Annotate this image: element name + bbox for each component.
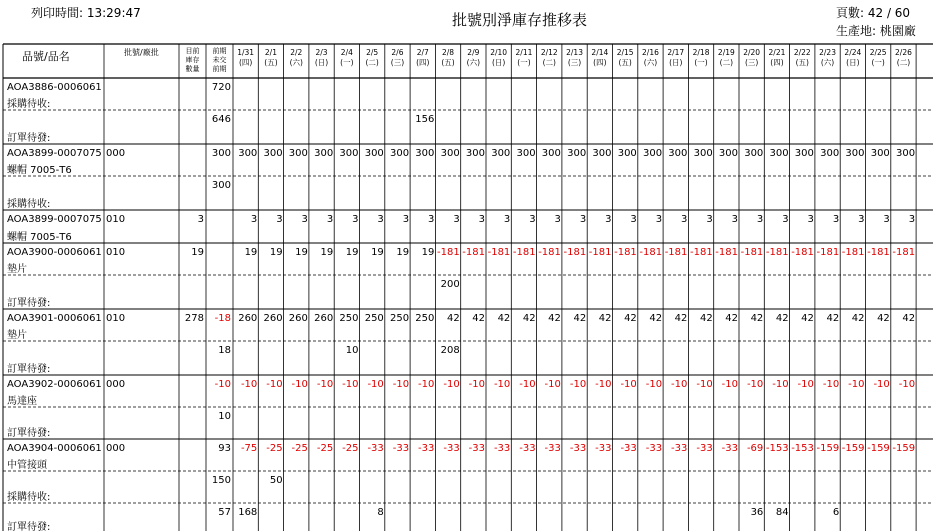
cell-value: 300	[668, 148, 688, 159]
row-label: 訂單待發:	[7, 298, 51, 309]
cell-value: 260	[314, 313, 334, 324]
prev-qty: 18	[218, 345, 231, 356]
weekday-header: (二)	[719, 58, 734, 67]
cell-value: -10	[797, 379, 814, 390]
date-header: 2/6	[391, 48, 404, 57]
date-header: 2/5	[366, 48, 379, 57]
date-header: 2/23	[819, 48, 836, 57]
cell-value: -159	[867, 443, 890, 454]
cell-value: 8	[377, 507, 384, 518]
cell-value: 50	[269, 475, 283, 486]
cell-value: -33	[645, 443, 663, 454]
cell-value: -10	[645, 379, 663, 390]
weekday-header: (四)	[416, 58, 430, 67]
cell-value: -181	[740, 247, 764, 258]
cell-value: 19	[421, 247, 435, 258]
cell-value: -10	[342, 379, 359, 390]
cell-value: 3	[529, 214, 536, 225]
cell-value: -33	[392, 443, 410, 454]
item-code: AOA3899-0007075	[7, 214, 102, 225]
cell-value: 42	[801, 313, 814, 324]
cell-value: -10	[746, 379, 764, 390]
cell-value: 42	[877, 313, 890, 324]
cell-value: 19	[269, 247, 283, 258]
date-header: 2/16	[642, 48, 659, 57]
item-name: 墊片	[7, 330, 27, 341]
cell-value: 300	[896, 148, 916, 159]
cell-value: -10	[569, 379, 587, 390]
cell-value: -10	[266, 379, 283, 390]
cell-value: 19	[295, 247, 308, 258]
row-label: 訂單待發:	[7, 522, 51, 531]
cell-value: 260	[238, 313, 258, 324]
cell-value: 42	[649, 313, 663, 324]
cell-value: 3	[655, 214, 663, 225]
weekday-header: (一)	[694, 58, 708, 67]
weekday-header: (一)	[340, 58, 354, 67]
cell-value: -10	[721, 379, 738, 390]
cell-value: -10	[848, 379, 865, 390]
cell-value: 300	[238, 148, 258, 159]
item-code: AOA3886-0006061	[7, 82, 102, 93]
weekday-header: (四)	[593, 58, 607, 67]
weekday-header: (四)	[770, 58, 784, 67]
cell-value: -181	[436, 247, 460, 258]
date-header: 2/9	[467, 48, 480, 57]
row-label: 訂單待發:	[7, 428, 51, 439]
date-header: 2/13	[566, 48, 583, 57]
weekday-header: (六)	[643, 58, 658, 67]
cell-value: -181	[614, 247, 637, 258]
cell-value: 3	[832, 214, 840, 225]
weekday-header: (一)	[871, 58, 885, 67]
date-header: 2/7	[416, 48, 429, 57]
cell-value: 300	[567, 148, 587, 159]
cell-value: -10	[240, 379, 258, 390]
cell-value: 42	[548, 313, 561, 324]
cell-value: 250	[364, 313, 384, 324]
cell-value: 3	[503, 214, 511, 225]
cell-value: -10	[367, 379, 384, 390]
cell-value: 3	[352, 214, 359, 225]
item-name: 墊片	[7, 264, 27, 275]
cell-value: 300	[617, 148, 637, 159]
cell-value: -181	[538, 247, 561, 258]
cell-value: 300	[339, 148, 359, 159]
cell-value: 3	[250, 214, 258, 225]
prev-qty: 300	[211, 148, 231, 159]
cell-value: 300	[845, 148, 865, 159]
column-header-lot: 批號/廠批	[124, 48, 159, 57]
cell-value: -10	[595, 379, 612, 390]
cell-value: -10	[316, 379, 334, 390]
lot-number: 000	[106, 443, 126, 454]
cell-value: -10	[291, 379, 308, 390]
cell-value: 42	[851, 313, 865, 324]
cell-value: 19	[320, 247, 334, 258]
cell-value: -33	[671, 443, 688, 454]
cell-value: -181	[487, 247, 511, 258]
cell-value: 84	[775, 507, 789, 518]
cell-value: 300	[288, 148, 308, 159]
weekday-header: (三)	[390, 58, 405, 67]
weekday-header: (三)	[567, 58, 582, 67]
cell-value: -33	[696, 443, 713, 454]
cell-value: -33	[620, 443, 637, 454]
cell-value: 42	[497, 313, 511, 324]
cell-value: 3	[605, 214, 612, 225]
cell-value: 250	[390, 313, 410, 324]
cell-value: -10	[468, 379, 485, 390]
column-header-prev: 前期	[212, 65, 227, 73]
cell-value: -181	[512, 247, 536, 258]
print-time: 列印時間: 13:29:47	[31, 6, 141, 20]
lot-number: 010	[106, 313, 126, 324]
weekday-header: (日)	[846, 58, 860, 67]
factory-label: 生產地: 桃園廠	[836, 24, 916, 38]
cell-value: -33	[721, 443, 738, 454]
cell-value: 3	[453, 214, 460, 225]
cell-value: -153	[765, 443, 789, 454]
weekday-header: (日)	[491, 58, 506, 67]
cell-value: -33	[519, 443, 536, 454]
cell-value: -159	[892, 443, 916, 454]
prev-qty: 720	[211, 82, 231, 93]
stock-qty: 19	[191, 247, 204, 258]
cell-value: 300	[820, 148, 840, 159]
date-header: 2/3	[315, 48, 328, 57]
row-label: 訂單待發:	[7, 364, 51, 375]
prev-qty: 10	[218, 411, 231, 422]
cell-value: -33	[367, 443, 384, 454]
cell-value: 3	[377, 214, 384, 225]
prev-qty: 93	[218, 443, 231, 454]
report-title: 批號別淨庫存推移表	[452, 11, 588, 29]
cell-value: -153	[791, 443, 814, 454]
item-name: 馬達座	[7, 396, 37, 407]
column-header-prev: 前期	[212, 47, 227, 55]
cell-value: -10	[671, 379, 688, 390]
date-header: 2/21	[768, 48, 786, 57]
weekday-header: (六)	[466, 58, 481, 67]
cell-value: -181	[816, 247, 840, 258]
weekday-header: (一)	[517, 58, 531, 67]
cell-value: 42	[674, 313, 688, 324]
item-code: AOA3902-0006061	[7, 379, 102, 390]
cell-value: 42	[750, 313, 764, 324]
cell-value: 3	[756, 214, 764, 225]
cell-value: 260	[263, 313, 283, 324]
cell-value: -75	[240, 443, 258, 454]
cell-value: 3	[883, 214, 890, 225]
date-header: 2/24	[844, 48, 862, 57]
cell-value: 3	[428, 214, 435, 225]
weekday-header: (日)	[669, 58, 683, 67]
cell-value: 3	[402, 214, 410, 225]
cell-value: -181	[563, 247, 587, 258]
cell-value: 42	[472, 313, 485, 324]
weekday-header: (四)	[238, 58, 253, 67]
weekday-header: (五)	[264, 58, 278, 67]
cell-value: -159	[816, 443, 840, 454]
prev-qty: 57	[218, 507, 231, 518]
date-header: 2/12	[540, 48, 558, 57]
weekday-header: (五)	[441, 58, 455, 67]
cell-value: -33	[544, 443, 561, 454]
cell-value: -69	[746, 443, 764, 454]
cell-value: -181	[689, 247, 713, 258]
weekday-header: (六)	[820, 58, 835, 67]
cell-value: 168	[238, 507, 258, 518]
cell-value: -10	[443, 379, 460, 390]
cell-value: -33	[595, 443, 612, 454]
cell-value: -25	[316, 443, 334, 454]
cell-value: 208	[440, 345, 460, 356]
cell-value: 156	[415, 114, 435, 125]
lot-number: 010	[106, 247, 126, 258]
date-header: 2/2	[290, 48, 303, 57]
date-header: 2/4	[340, 48, 353, 57]
cell-value: 3	[579, 214, 587, 225]
row-label: 訂單待發:	[7, 133, 51, 144]
cell-value: 42	[598, 313, 612, 324]
cell-value: 300	[491, 148, 511, 159]
cell-value: 300	[794, 148, 814, 159]
cell-value: 3	[782, 214, 789, 225]
cell-value: -10	[898, 379, 916, 390]
weekday-header: (二)	[542, 58, 556, 67]
cell-value: 300	[643, 148, 663, 159]
weekday-header: (三)	[744, 58, 759, 67]
lot-number: 000	[106, 148, 126, 159]
cell-value: 3	[858, 214, 865, 225]
cell-value: 42	[902, 313, 916, 324]
cell-value: 300	[592, 148, 612, 159]
item-name: 中管接頭	[7, 460, 47, 471]
cell-value: 3	[908, 214, 916, 225]
prev-qty: 150	[211, 475, 231, 486]
cell-value: -10	[392, 379, 410, 390]
weekday-header: (二)	[365, 58, 379, 67]
cell-value: 300	[718, 148, 738, 159]
cell-value: 300	[415, 148, 435, 159]
cell-value: -181	[791, 247, 814, 258]
column-header-stock: 目前	[185, 47, 200, 55]
cell-value: -25	[342, 443, 359, 454]
cell-value: 19	[345, 247, 359, 258]
cell-value: 10	[345, 345, 359, 356]
cell-value: 42	[725, 313, 738, 324]
item-name: 螺帽 7005-T6	[7, 165, 72, 176]
date-header: 2/11	[515, 48, 533, 57]
date-header: 2/14	[591, 48, 609, 57]
prev-qty: 300	[211, 180, 231, 191]
weekday-header: (五)	[795, 58, 809, 67]
cell-value: 3	[326, 214, 334, 225]
cell-value: -33	[468, 443, 485, 454]
cell-value: 300	[263, 148, 283, 159]
item-code: AOA3904-0006061	[7, 443, 102, 454]
cell-value: -25	[266, 443, 283, 454]
item-name: 螺帽 7005-T6	[7, 232, 72, 243]
cell-value: 42	[573, 313, 587, 324]
cell-value: 260	[288, 313, 308, 324]
cell-value: -33	[418, 443, 435, 454]
cell-value: 300	[516, 148, 536, 159]
prev-qty: -10	[214, 379, 231, 390]
cell-value: -10	[620, 379, 637, 390]
weekday-header: (五)	[618, 58, 632, 67]
cell-value: -181	[588, 247, 612, 258]
prev-qty: 646	[211, 114, 231, 125]
cell-value: 42	[826, 313, 840, 324]
cell-value: -33	[443, 443, 460, 454]
cell-value: 3	[731, 214, 738, 225]
date-header: 1/31	[237, 48, 255, 57]
cell-value: 36	[750, 507, 764, 518]
cell-value: 200	[440, 279, 460, 290]
date-header: 2/19	[717, 48, 735, 57]
cell-value: -10	[873, 379, 890, 390]
cell-value: 3	[276, 214, 283, 225]
weekday-header: (二)	[896, 58, 911, 67]
lot-number: 010	[106, 214, 126, 225]
cell-value: 300	[314, 148, 334, 159]
cell-value: 300	[769, 148, 789, 159]
cell-value: 300	[744, 148, 764, 159]
cell-value: -25	[291, 443, 308, 454]
row-label: 採購待收:	[7, 492, 51, 503]
prev-qty: -18	[214, 313, 231, 324]
cell-value: -181	[639, 247, 663, 258]
cell-value: -181	[841, 247, 865, 258]
lot-number: 000	[106, 379, 126, 390]
cell-value: -33	[493, 443, 511, 454]
cell-value: 19	[371, 247, 384, 258]
cell-value: -10	[493, 379, 511, 390]
cell-value: -181	[765, 247, 789, 258]
cell-value: 300	[870, 148, 890, 159]
cell-value: 300	[364, 148, 384, 159]
cell-value: -10	[418, 379, 435, 390]
date-header: 2/8	[442, 48, 455, 57]
cell-value: 300	[693, 148, 713, 159]
stock-qty: 3	[197, 214, 204, 225]
item-code: AOA3899-0007075	[7, 148, 102, 159]
cell-value: 42	[624, 313, 637, 324]
item-code: AOA3901-0006061	[7, 313, 102, 324]
page-indicator: 頁數: 42 / 60	[836, 6, 911, 20]
cell-value: 3	[681, 214, 688, 225]
cell-value: 300	[390, 148, 410, 159]
date-header: 2/18	[692, 48, 710, 57]
column-header-stock: 庫存	[185, 56, 200, 64]
item-name: 採購待收:	[7, 99, 51, 110]
date-header: 2/25	[869, 48, 887, 57]
column-header-item: 品號/品名	[22, 50, 70, 63]
date-header: 2/26	[895, 48, 912, 57]
weekday-header: (日)	[314, 58, 329, 67]
cell-value: -10	[822, 379, 840, 390]
cell-value: 6	[832, 507, 840, 518]
cell-value: 42	[775, 313, 789, 324]
cell-value: -33	[569, 443, 587, 454]
cell-value: -159	[841, 443, 865, 454]
date-header: 2/15	[616, 48, 634, 57]
column-header-prev: 未交	[212, 56, 227, 64]
cell-value: 42	[522, 313, 536, 324]
date-header: 2/10	[490, 48, 508, 57]
cell-value: 300	[465, 148, 485, 159]
cell-value: 3	[478, 214, 485, 225]
cell-value: 19	[244, 247, 258, 258]
cell-value: -10	[772, 379, 789, 390]
cell-value: -10	[696, 379, 713, 390]
cell-value: 300	[541, 148, 561, 159]
stock-qty: 278	[184, 313, 204, 324]
cell-value: 3	[807, 214, 814, 225]
cell-value: 3	[630, 214, 637, 225]
cell-value: -10	[544, 379, 561, 390]
cell-value: -181	[892, 247, 916, 258]
item-code: AOA3900-0006061	[7, 247, 102, 258]
cell-value: 250	[339, 313, 359, 324]
cell-value: -181	[715, 247, 738, 258]
cell-value: -181	[664, 247, 688, 258]
cell-value: 3	[706, 214, 713, 225]
cell-value: 3	[301, 214, 308, 225]
date-header: 2/20	[743, 48, 761, 57]
row-label: 採購待收:	[7, 199, 51, 210]
cell-value: -181	[867, 247, 890, 258]
date-header: 2/1	[264, 48, 277, 57]
cell-value: -10	[519, 379, 536, 390]
cell-value: 300	[440, 148, 460, 159]
cell-value: 42	[699, 313, 713, 324]
cell-value: 42	[446, 313, 460, 324]
cell-value: 19	[396, 247, 410, 258]
cell-value: 3	[554, 214, 561, 225]
weekday-header: (六)	[289, 58, 303, 67]
column-header-stock: 數量	[185, 65, 200, 73]
cell-value: 250	[415, 313, 435, 324]
date-header: 2/17	[667, 48, 685, 57]
date-header: 2/22	[793, 48, 811, 57]
cell-value: -181	[462, 247, 485, 258]
